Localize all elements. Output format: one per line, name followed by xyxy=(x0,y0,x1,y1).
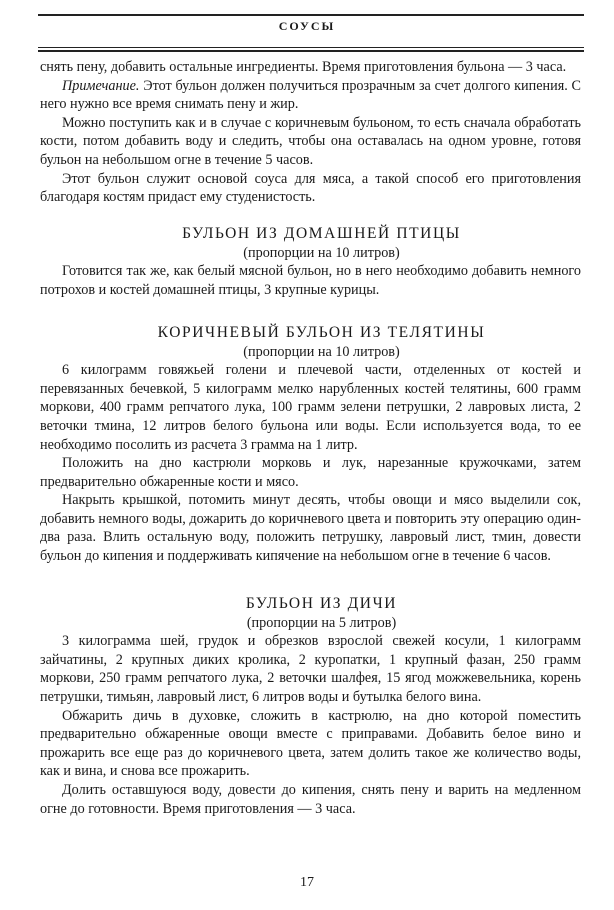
section-title: БУЛЬОН ИЗ ДИЧИ xyxy=(245,594,398,612)
section-brown-veal-broth xyxy=(40,323,581,566)
section-game-broth xyxy=(40,594,581,819)
section-subtitle: (пропорции на 5 литров) xyxy=(246,614,397,631)
running-head: СОУСЫ xyxy=(278,19,336,33)
section-subtitle: (пропорции на 10 литров) xyxy=(243,343,400,360)
section-poultry-broth xyxy=(40,224,581,300)
header-rule-thick xyxy=(38,50,584,52)
section-spacer xyxy=(40,566,581,594)
note-label: Примечание. xyxy=(62,77,140,94)
page-body xyxy=(40,58,581,818)
section-paragraph: 3 килограмма шей, грудок и обрезков взрослой свежей косули, 1 килограмм зайчатины, 2 крупных диких кролика, 2 куропатки, 1 крупный фазан, 250 грамм моркови, 250 грамм репчатого лука, 2 веточки шалфея, 15 ягод можжевельника, корень петрушки, тимьян, лавровый лист, 6 литров воды и бутылка белого вина. xyxy=(40,633,581,706)
section-spacer xyxy=(40,207,581,224)
section-title: БУЛЬОН ИЗ ДОМАШНЕЙ ПТИЦЫ xyxy=(182,224,461,242)
header-top-rule xyxy=(38,14,584,16)
header-rule-thin xyxy=(38,47,584,48)
section-paragraph: 6 килограмм говяжьей голени и плечевой части, отделенных от костей и перевязанных бечевкой, 5 килограмм мелко нарубленных костей телятины, 600 грамм моркови, 400 грамм репчатого лука, 100 грамм зелени петрушки, 2 лавровых листа, 2 веточки тмина, 12 литров белого бульона или воды. Если используется вода, то ее необходимо посолить из расчета 3 грамма на 1 литр. xyxy=(40,362,581,453)
note-text: Этот бульон должен получиться прозрачным за счет долгого кипения. С него нужно все время снимать пену и жир. xyxy=(40,77,581,113)
intro-paragraph-2: Можно поступить как и в случае с коричневым бульоном, то есть сначала обработать кости, потом добавить воду и следить, чтобы она оставалась на одном уровне, готовя бульон на небольшом огне в течение 5 часов. xyxy=(40,114,581,168)
intro-note xyxy=(40,77,581,114)
intro-continuation: снять пену, добавить остальные ингредиенты. Время приготовления бульона — 3 часа. xyxy=(40,59,567,75)
section-spacer xyxy=(40,300,581,323)
page-number: 17 xyxy=(300,875,314,890)
section-paragraph: Долить оставшуюся воду, довести до кипения, снять пену и варить на медленном огне до готовности. Время приготовления — 3 часа. xyxy=(40,782,581,817)
section-subtitle: (пропорции на 10 литров) xyxy=(243,244,400,261)
section-paragraph: Обжарить дичь в духовке, сложить в кастрюлю, на дно которой поместить предварительно обжаренные овощи вместе с приправами. Добавить белое вино и прожарить все еще раз до коричневого цвета, затем долить такое же количество воды, как и вина, и снова все прожарить. xyxy=(40,707,581,780)
intro-paragraph-3: Этот бульон служит основой соуса для мяса, а такой способ его приготовления благодаря костям придаст ему студенистость. xyxy=(40,170,581,206)
section-title: КОРИЧНЕВЫЙ БУЛЬОН ИЗ ТЕЛЯТИНЫ xyxy=(157,323,486,341)
section-paragraph: Готовится так же, как белый мясной бульон, но в него необходимо добавить немного потрохов и костей домашней птицы, 3 крупные курицы. xyxy=(40,263,581,298)
section-paragraph: Накрыть крышкой, потомить минут десять, чтобы овощи и мясо выделили сок, добавить немного воды, дожарить до коричневого цвета и повторить эту операцию один-два раза. Влить остальную воду, положить петрушку, лавровый лист, тмин, довести бульон до кипения и поддерживать кипячение на небольшом огне в течение 6 часов. xyxy=(40,492,581,565)
section-paragraph: Положить на дно кастрюли морковь и лук, нарезанные кружочками, затем предварительно обжаренные кости и мясо. xyxy=(40,455,581,490)
